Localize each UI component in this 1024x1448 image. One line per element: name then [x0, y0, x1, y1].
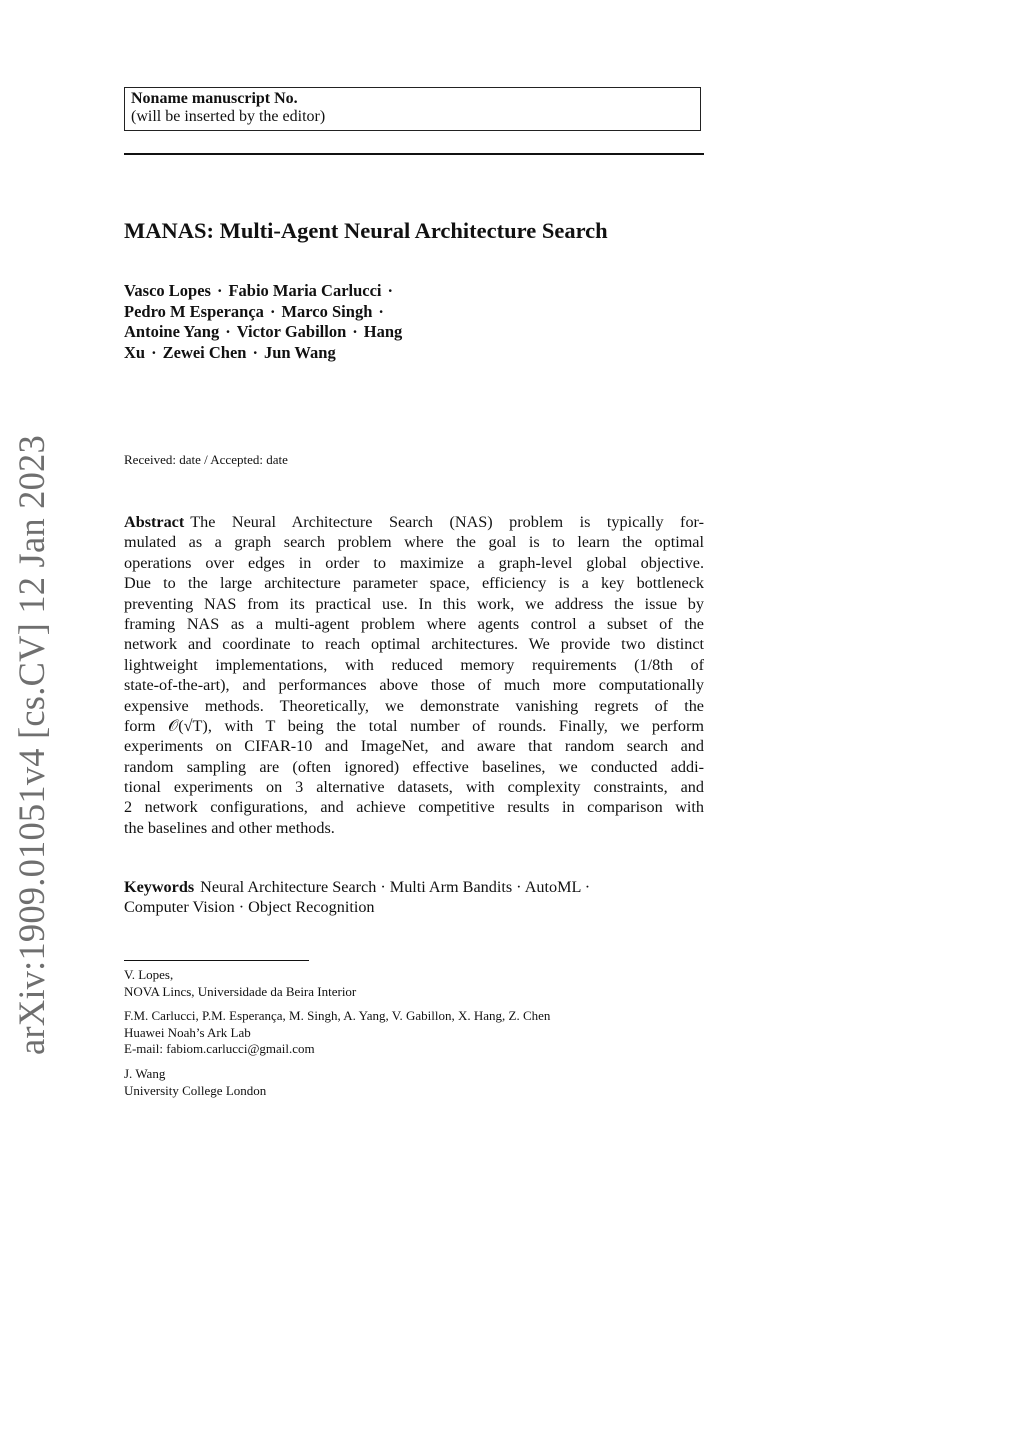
keywords-label: Keywords	[124, 878, 195, 896]
author-list	[124, 281, 544, 363]
affiliation-institution: Huawei Noah’s Ark Lab	[124, 1024, 251, 1040]
abstract-line: form 𝒪(√T), with T being the total number of rounds. Finally, we perform	[124, 716, 704, 735]
author-name: Victor Gabillon	[236, 322, 347, 341]
author-line	[124, 322, 544, 343]
abstract-line: mulated as a graph search problem where the goal is to learn the optimal	[124, 533, 704, 552]
abstract-section	[124, 512, 704, 838]
keywords-text: Neural Architecture Search · Multi Arm Bandits · AutoML ·	[200, 878, 591, 896]
author-name: Xu	[124, 342, 146, 362]
author-separator: ·	[269, 301, 276, 321]
abstract-line: state-of-the-art), and performances above those of much more computationally	[124, 676, 704, 695]
arxiv-identifier-stamp: arXiv:1909.01051v4 [cs.CV] 12 Jan 2023	[11, 435, 52, 1055]
author-separator: ·	[225, 322, 231, 341]
keywords-line: Computer Vision · Object Recognition	[124, 898, 375, 917]
author-line	[124, 281, 544, 302]
received-accepted-dates: Received: date / Accepted: date	[124, 452, 288, 467]
footnote-rule	[124, 960, 309, 961]
abstract-line: operations over edges in order to maximize a graph-level global objective.	[124, 553, 704, 572]
affiliation-names: V. Lopes,	[124, 967, 174, 982]
affiliation-block	[124, 1008, 550, 1058]
author-separator: ·	[252, 342, 258, 362]
abstract-line: preventing NAS from its practical use. In this work, we address the issue by	[124, 594, 704, 613]
abstract-line: tional experiments on 3 alternative datasets, with complexity constraints, and	[124, 778, 704, 797]
author-name: Fabio Maria Carlucci	[228, 281, 382, 300]
paper-title: MANAS: Multi-Agent Neural Architecture Search	[124, 218, 608, 243]
abstract-line: the baselines and other methods.	[124, 818, 335, 837]
author-separator: ·	[216, 281, 223, 300]
abstract-line: random sampling are (often ignored) effective baselines, we conducted addi-	[124, 757, 704, 776]
affiliation-institution: University College London	[124, 1082, 267, 1098]
author-line	[124, 302, 544, 323]
affiliation-block	[124, 967, 356, 1000]
author-name: Jun Wang	[264, 342, 336, 362]
header-rule	[124, 153, 704, 155]
abstract-line: lightweight implementations, with reduced memory requirements (1/8th of	[124, 655, 704, 674]
author-separator: ·	[151, 342, 157, 362]
keywords-line	[124, 877, 704, 897]
author-name: Zewei Chen	[162, 342, 247, 362]
author-name: Antoine Yang	[124, 322, 220, 341]
abstract-line	[124, 512, 704, 532]
affiliation-block	[124, 1066, 266, 1099]
manuscript-header-box	[124, 87, 701, 131]
author-separator: ·	[387, 281, 394, 300]
author-name: Pedro M Esperança	[124, 301, 264, 321]
abstract-label: Abstract	[124, 513, 185, 531]
author-separator: ·	[352, 322, 358, 341]
author-name: Marco Singh	[281, 301, 373, 321]
author-line	[124, 343, 544, 364]
author-separator: ·	[378, 301, 384, 321]
editor-note: (will be inserted by the editor)	[131, 108, 326, 125]
affiliation-names: F.M. Carlucci, P.M. Esperança, M. Singh, A. Yang, V. Gabillon, X. Hang, Z. Chen	[124, 1008, 551, 1023]
abstract-line: experiments on CIFAR-10 and ImageNet, and aware that random search and	[124, 737, 704, 756]
author-name: Vasco Lopes	[124, 281, 211, 300]
abstract-line: Due to the large architecture parameter space, efficiency is a key bottleneck	[124, 574, 704, 593]
affiliation-institution: NOVA Lincs, Universidade da Beira Interior	[124, 983, 357, 999]
affiliation-names: J. Wang	[124, 1066, 166, 1081]
abstract-line: network and coordinate to reach optimal architectures. We provide two distinct	[124, 635, 704, 654]
abstract-line-text: The Neural Architecture Search (NAS) problem is typically for-	[190, 513, 704, 531]
abstract-line: 2 network configurations, and achieve competitive results in comparison with	[124, 798, 704, 817]
abstract-line: expensive methods. Theoretically, we demonstrate vanishing regrets of the	[124, 696, 704, 715]
affiliation-email: E-mail: fabiom.carlucci@gmail.com	[124, 1041, 315, 1056]
abstract-line: framing NAS as a multi-agent problem where agents control a subset of the	[124, 614, 704, 633]
manuscript-number-label: Noname manuscript No.	[131, 90, 298, 107]
author-name: Hang	[363, 322, 403, 341]
keywords-section	[124, 877, 704, 918]
